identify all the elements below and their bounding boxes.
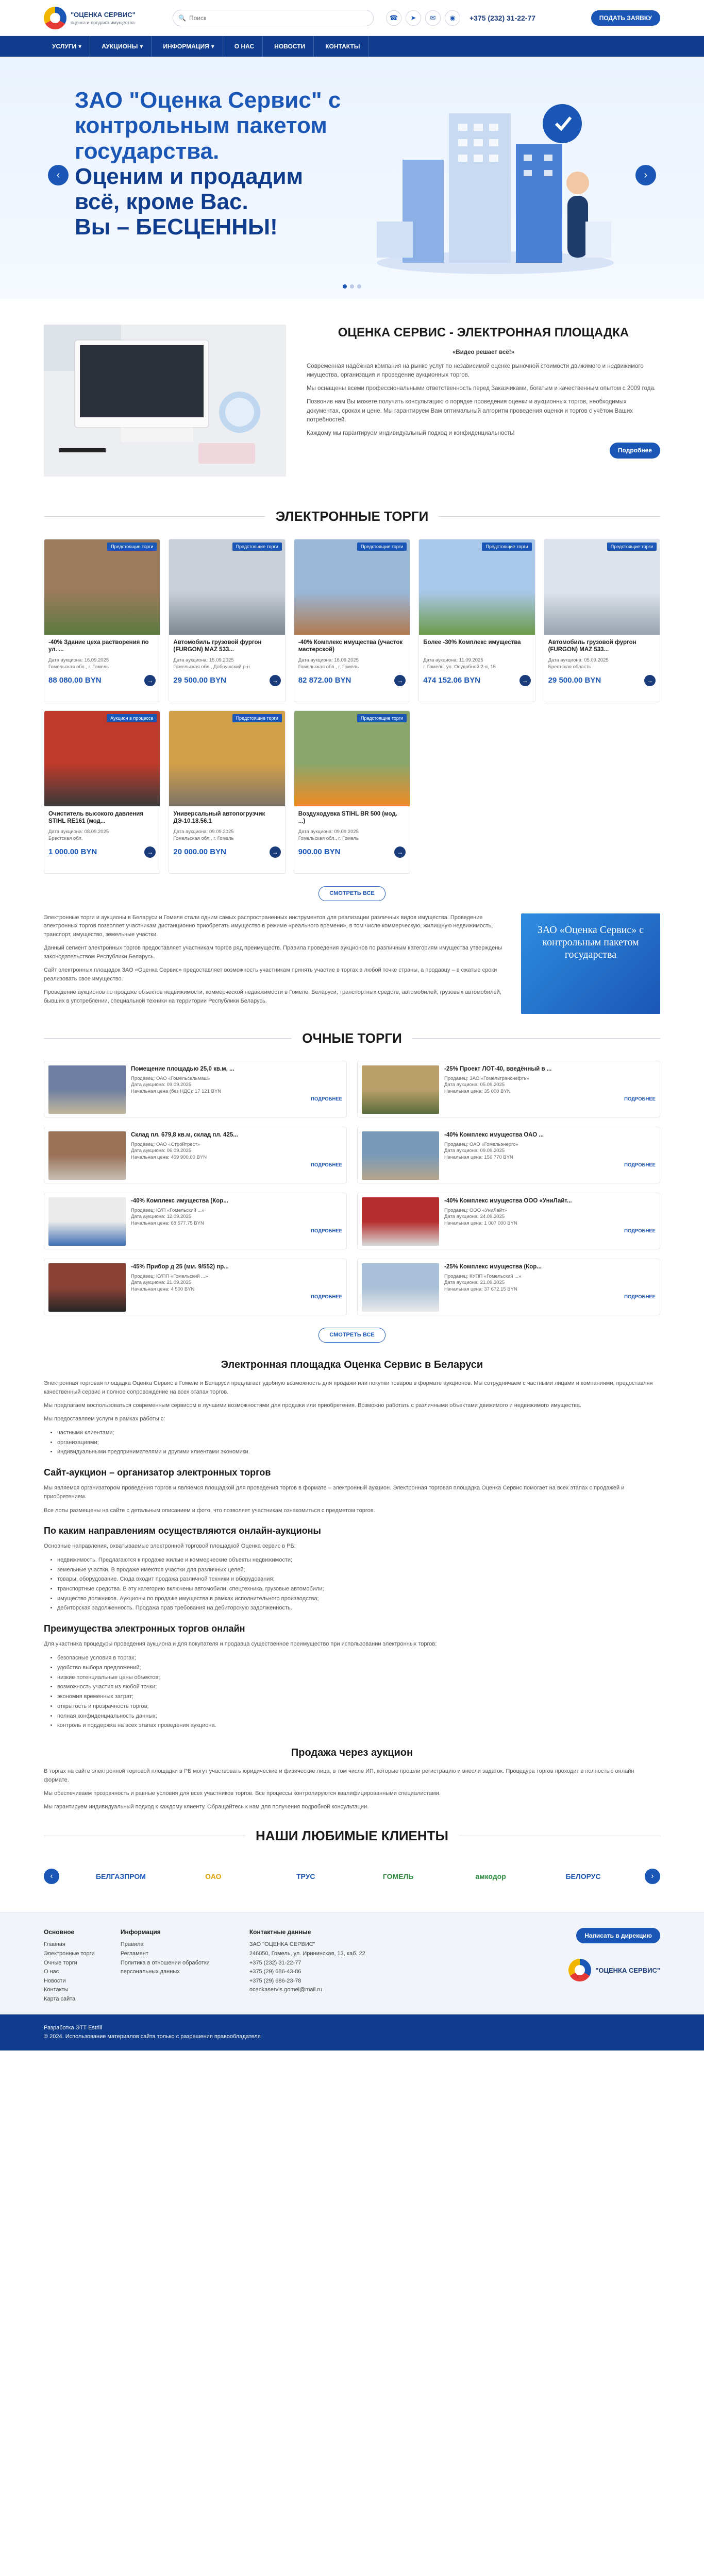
open-tenders-section [44, 1029, 660, 1343]
tender-image [169, 539, 284, 635]
open-tender-image [48, 1197, 126, 1246]
tender-title[interactable]: Очиститель высокого давления STIHL RE161 (мод... [48, 811, 144, 825]
article-list [57, 1428, 660, 1457]
open-tender-card[interactable] [44, 1127, 347, 1183]
arrow-right-icon[interactable]: → [270, 675, 281, 686]
open-tender-title[interactable]: Помещение площадью 25,0 кв.м, ... [131, 1066, 234, 1073]
tender-date: Дата аукциона: 16.09.2025 [298, 657, 359, 664]
article-subheading: Преимущества электронных торгов онлайн [44, 1623, 245, 1634]
footer-link[interactable]: Политика в отношении обработки персональных данных [120, 1959, 210, 1975]
footer-col-title: Контактные данные [249, 1928, 311, 1936]
tender-title[interactable]: Автомобиль грузовой фургон (FURGON) MAZ 533... [548, 639, 636, 653]
footer-col-cta [568, 1928, 660, 2004]
tender-image [294, 539, 410, 635]
tender-price: 474 152.06 BYN [423, 675, 481, 685]
about-more-button[interactable]: Подробнее [610, 443, 660, 458]
site-logo[interactable] [44, 7, 173, 29]
tender-date: Дата аукциона: 05.09.2025 [548, 657, 609, 664]
tender-card[interactable] [418, 539, 535, 702]
nav-item-label: ИНФОРМАЦИЯ [163, 42, 209, 50]
open-tender-image [362, 1131, 439, 1180]
article-paragraph: В торгах на сайте электронной торговой площадки в РБ могут участвовать юридические и физические лица, в том числе ИП, которые прошли регистрацию и внесли задаток. Процедура торгов проходит в полностью онлайн формате. [44, 1768, 634, 1783]
hero-line-3: Вы – БЕСЦЕННЫ! [75, 214, 278, 240]
seo-paragraph: Сайт электронных площадок ЗАО «Оценка Сервис» предоставляет возможность участникам принять участие в торгах в любой точке страны, а продавцу – в сжатые сроки реализовать свое имущество. [44, 967, 497, 982]
search-input[interactable] [189, 14, 368, 22]
about-image [44, 325, 286, 477]
footer-contact-line: +375 (232) 31-22-77 [249, 1959, 301, 1966]
tender-card[interactable] [169, 539, 285, 702]
nav-item[interactable] [93, 36, 152, 57]
article-heading: Продажа через аукцион [291, 1747, 413, 1758]
seo-text-block [44, 913, 660, 1014]
open-tender-title[interactable]: -40% Комплекс имущества ООО «УниЛайт... [444, 1198, 572, 1205]
hero-dots [343, 284, 361, 289]
open-tender-image [362, 1197, 439, 1246]
open-tender-price: Начальная цена: 469 900.00 BYN [131, 1155, 207, 1161]
tender-price: 29 500.00 BYN [173, 675, 226, 685]
open-tender-more-link[interactable]: ПОДРОБНЕЕ [624, 1096, 656, 1102]
hero-slider [0, 57, 704, 299]
about-title: ОЦЕНКА СЕРВИС - ЭЛЕКТРОННАЯ ПЛОЩАДКА [338, 326, 629, 340]
footer-brand: "ОЦЕНКА СЕРВИС" [595, 1966, 660, 1974]
footer-link[interactable]: Контакты [44, 1987, 69, 1993]
tender-status-badge: Аукцион в процессе [107, 714, 157, 722]
open-tender-title[interactable]: -40% Комплекс имущества (Кор... [131, 1198, 228, 1205]
open-tender-date: Дата аукциона: 06.09.2025 [131, 1148, 192, 1154]
header [0, 0, 704, 36]
tender-title[interactable]: Автомобиль грузовой фургон (FURGON) MAZ 533... [173, 639, 262, 653]
tender-image [44, 711, 160, 806]
open-tender-more-link[interactable]: ПОДРОБНЕЕ [311, 1228, 342, 1234]
client-logo: ТРУС [296, 1872, 315, 1880]
seo-paragraph: Данный сегмент электронных торгов предоставляет участникам торгов ряд преимуществ. Правила проведения аукционов по различным категориям имущества утверждены законодательством Республики Беларусь. [44, 945, 502, 960]
footer-link[interactable]: Регламент [120, 1950, 148, 1957]
footer-col-title: Информация [120, 1928, 161, 1936]
tender-address: г. Гомель, ул. Осудобной 2-я, 15 [423, 664, 496, 670]
article-paragraph: Мы предоставляем услуги в рамках работы с: [44, 1416, 165, 1422]
footer-col-main [44, 1928, 95, 2004]
arrow-right-icon[interactable]: → [644, 675, 656, 686]
open-tender-more-link[interactable]: ПОДРОБНЕЕ [624, 1228, 656, 1234]
client-logo: БЕЛГАЗПРОМ [95, 1872, 146, 1880]
open-tenders-title: ОЧНЫЕ ТОРГИ [302, 1030, 402, 1046]
open-tender-price: Начальная цена (без НДС): 17 121 BYN [131, 1089, 222, 1095]
article-paragraph: Электронная торговая площадка Оценка Сервис в Гомеле и Беларуси предлагает удобную возможность для продажи или покупки товаров в формате аукционов. Мы сотрудничаем с частными лицами и компаниями, предоставляя качественный сервис и полное сопровождение на всех этапах торгов. [44, 1380, 653, 1395]
about-motto: «Видео решает всё!» [452, 349, 514, 356]
nav-item[interactable] [44, 36, 90, 57]
article-list-item: • дебиторская задолженность. Продажа прав требования на дебиторскую задолженность. [57, 1603, 660, 1613]
footer-bottom [0, 2014, 704, 2050]
tender-image [544, 539, 660, 635]
hero-line-1: ЗАО "Оценка Сервис" с контрольным пакетом государства. [75, 88, 341, 164]
open-tender-title[interactable]: -25% Проект ЛОТ-40, введённый в ... [444, 1066, 552, 1073]
article-paragraph: Мы являемся организатором проведения торгов и являемся площадкой для проведения торгов в формате – электронный аукцион. Электронная торговая площадка Оценка Сервис помогает на всех этапах с продажей и приобретением. [44, 1485, 625, 1500]
article-list-item: • безопасные условия в торгах; [57, 1653, 660, 1663]
footer-logo-icon [568, 1959, 591, 1981]
tender-image [169, 711, 284, 806]
open-tender-more-link[interactable]: ПОДРОБНЕЕ [624, 1294, 656, 1300]
logo-icon [44, 7, 66, 29]
tender-status-badge: Предстоящие торги [482, 543, 531, 551]
tender-card[interactable] [44, 539, 160, 702]
tender-image [419, 539, 534, 635]
footer-link[interactable]: Электронные торги [44, 1950, 95, 1957]
open-tender-seller: Продавец: КУПП «Гомельский ...» [131, 1273, 208, 1279]
viber-icon[interactable]: ☎ [386, 10, 401, 26]
open-tender-card[interactable] [44, 1061, 347, 1117]
tender-title[interactable]: Более -30% Комплекс имущества [423, 639, 521, 646]
open-tender-seller: Продавец: ОАО «Гомельсельмаш» [131, 1075, 211, 1081]
footer-col-contacts [249, 1928, 394, 2004]
footer-contact-line: ЗАО "ОЦЕНКА СЕРВИС" [249, 1941, 315, 1948]
article-paragraph: Для участника процедуры проведения аукциона и для покупателя и продавца существенное преимущество при использовании электронных торгов: [44, 1641, 437, 1648]
open-tender-price: Начальная цена: 37 672.15 BYN [444, 1286, 517, 1293]
footer-col-title: Основное [44, 1928, 75, 1936]
article-section [44, 1358, 660, 1811]
tender-card[interactable] [294, 539, 410, 702]
open-tender-price: Начальная цена: 35 000 BYN [444, 1089, 511, 1095]
telegram-icon[interactable]: ➤ [406, 10, 421, 26]
about-paragraph: Каждому мы гарантируем индивидуальный подход и конфиденциальность! [307, 430, 515, 437]
tender-status-badge: Предстоящие торги [357, 543, 407, 551]
article-list-item: • контроль и поддержка на всех этапах проведения аукциона. [57, 1721, 660, 1731]
tender-price: 88 080.00 BYN [48, 675, 102, 685]
hero-dot[interactable] [343, 284, 347, 289]
article-paragraph: Все лоты размещены на сайте с детальным описанием и фото, что позволяет участникам ознакомиться с предметом торгов. [44, 1507, 375, 1514]
tender-status-badge: Предстоящие торги [232, 714, 282, 722]
about-paragraph: Позвонив нам Вы можете получить консультацию о порядке проведения оценки и аукционных торгов, необходимых документах, сроках и цене. Мы гарантируем Вам оптимальный алгоритм проведения оценки и торгов с учётом Ваших потребностей. [307, 399, 633, 423]
footer-contact-line: 246050, Гомель, ул. Ирининская, 13, каб. 22 [249, 1950, 365, 1957]
article-paragraph: Мы гарантируем индивидуальный подход к каждому клиенту. Обращайтесь к нам для получения подробной консультации. [44, 1804, 369, 1810]
open-tender-more-link[interactable]: ПОДРОБНЕЕ [311, 1294, 342, 1300]
eye-icon[interactable]: ◉ [445, 10, 460, 26]
open-tender-image [362, 1065, 439, 1114]
open-tender-image [362, 1263, 439, 1312]
open-tender-date: Дата аукциона: 09.09.2025 [444, 1148, 505, 1154]
electronic-tenders-grid [44, 539, 660, 874]
open-tender-more-link[interactable]: ПОДРОБНЕЕ [311, 1162, 342, 1168]
tender-title[interactable]: -40% Комплекс имущества (участок мастерской) [298, 639, 403, 653]
hero-dot[interactable] [350, 284, 354, 289]
open-tender-title[interactable]: -40% Комплекс имущества ОАО ... [444, 1132, 544, 1139]
tender-status-badge: Предстоящие торги [357, 714, 407, 722]
article-paragraph: Основные направления, охватываемые электронной торговой площадкой Оценка сервис в РБ: [44, 1543, 296, 1549]
nav-item[interactable] [155, 36, 223, 57]
seo-paragraph: Проведение аукционов по продаже объектов недвижимости, коммерческой недвижимости в Гомеле, Беларуси, транспортных средств, автомобилей, грузовых автомобилей, бывших в употреблении, специальной техники на территории Республики Беларусь. [44, 989, 501, 1004]
client-logo: ОАО [205, 1872, 222, 1880]
open-tender-card[interactable] [357, 1127, 660, 1183]
tender-status-badge: Предстоящие торги [107, 543, 157, 551]
tender-price: 20 000.00 BYN [173, 847, 226, 856]
article-list-item: • полная конфиденциальность данных; [57, 1711, 660, 1721]
footer-contact-line: +375 (29) 686-23-78 [249, 1977, 301, 1984]
main-nav [0, 36, 704, 57]
tender-address: Брестская область [548, 664, 591, 670]
article-paragraph: Мы предлагаем воспользоваться современным сервисом в лучшими возможностями для продажи или приобретения. Возможно работать с различными объектами движимого и недвижимого имущества. [44, 1402, 582, 1409]
article-subheading: Сайт-аукцион – организатор электронных торгов [44, 1467, 271, 1478]
article-list-item: • земельные участки. В продаже имеются участки для различных целей; [57, 1565, 660, 1575]
open-tender-image [48, 1263, 126, 1312]
open-tender-seller: Продавец: ЗАО «Гомельтранснефть» [444, 1075, 529, 1081]
open-tender-card[interactable] [44, 1193, 347, 1249]
logo-subtitle: оценка и продажа имущества [71, 20, 135, 25]
article-list-item: • индивидуальными предпринимателями и другими клиентами экономики. [57, 1447, 660, 1457]
nav-item-label: АУКЦИОНЫ [102, 42, 138, 50]
tender-address: Гомельская обл., г. Гомель [173, 835, 234, 841]
tender-status-badge: Предстоящие торги [232, 543, 282, 551]
article-heading: Электронная площадка Оценка Сервис в Беларуси [221, 1359, 483, 1370]
open-tender-card[interactable] [357, 1259, 660, 1315]
tender-address: Гомельская обл., г. Гомель [298, 835, 359, 841]
tender-title[interactable]: Универсальный автопогрузчик ДЭ-10.18.56.1 [173, 811, 265, 825]
electronic-tenders-section [44, 507, 660, 1014]
open-tender-image [48, 1065, 126, 1114]
tender-address: Брестская обл. [48, 835, 83, 841]
tender-address: Гомельская обл., г. Гомель [298, 664, 359, 670]
chevron-down-icon: ▾ [140, 42, 143, 50]
open-tender-card[interactable] [357, 1061, 660, 1117]
open-tender-more-link[interactable]: ПОДРОБНЕЕ [311, 1096, 342, 1102]
header-icons [386, 10, 460, 26]
promo-banner: ЗАО «Оценка Сервис» с контрольным пакетом государства [521, 913, 660, 1014]
article-list-item: • низкие потенциальные цены объектов; [57, 1673, 660, 1683]
nav-item[interactable] [317, 36, 368, 57]
article-list-item: • товары, оборудование. Сюда входит продажа различной техники и оборудования; [57, 1574, 660, 1584]
open-tender-price: Начальная цена: 1 007 000 BYN [444, 1221, 517, 1227]
client-logo: БЕЛОРУС [565, 1872, 601, 1880]
footer-dev-credit[interactable]: Разработка ЭТТ Estrill [44, 2024, 102, 2031]
tender-card[interactable] [169, 710, 285, 874]
open-tender-card[interactable] [44, 1259, 347, 1315]
open-tender-price: Начальная цена: 156 770 BYN [444, 1155, 513, 1161]
hero-illustration [341, 67, 629, 283]
search-icon[interactable]: 🔍 [178, 14, 186, 22]
article-list-item: • экономия временных затрат; [57, 1692, 660, 1702]
open-tender-date: Дата аукциона: 05.09.2025 [444, 1082, 505, 1088]
tender-address: Гомельская обл., Добрушский р-н [173, 664, 250, 670]
clients-carousel [44, 1858, 660, 1894]
open-tender-price: Начальная цена: 4 500 BYN [131, 1286, 195, 1293]
open-tender-title[interactable]: Склад пл. 679,8 кв.м, склад пл. 425... [131, 1132, 238, 1139]
footer-link[interactable]: Очные торги [44, 1959, 77, 1966]
open-tender-seller: Продавец: ООО «УниЛайт» [444, 1207, 507, 1213]
arrow-right-icon[interactable]: → [519, 675, 531, 686]
logo-title: "ОЦЕНКА СЕРВИС" [71, 11, 136, 19]
search-box [173, 10, 374, 26]
footer-contact-line: ocenkaservis.gomel@mail.ru [249, 1987, 323, 1993]
arrow-right-icon[interactable]: → [144, 846, 156, 858]
footer-cta-button[interactable]: Написать в дирекцию [576, 1928, 660, 1943]
article-subheading: По каким направлениям осуществляются онлайн-аукционы [44, 1525, 321, 1536]
footer-copyright: © 2024. Использование материалов сайта только с разрешения правообладателя [44, 2033, 261, 2040]
nav-item-label: О НАС [234, 42, 255, 50]
open-tender-image [48, 1131, 126, 1180]
nav-item[interactable] [226, 36, 263, 57]
open-tender-date: Дата аукциона: 21.09.2025 [131, 1280, 192, 1286]
tender-date: Дата аукциона: 11.09.2025 [423, 657, 483, 664]
open-tender-date: Дата аукциона: 09.09.2025 [131, 1082, 192, 1088]
article-list-item: • удобство выбора предложений; [57, 1663, 660, 1673]
hero-dot[interactable] [357, 284, 361, 289]
nav-item-label: НОВОСТИ [274, 42, 306, 50]
article-list-item: • частными клиентами; [57, 1428, 660, 1438]
tender-price: 29 500.00 BYN [548, 675, 601, 685]
footer-link[interactable]: О нас [44, 1969, 59, 1975]
open-tender-date: Дата аукциона: 24.09.2025 [444, 1214, 505, 1220]
open-tender-more-link[interactable]: ПОДРОБНЕЕ [624, 1162, 656, 1168]
seo-paragraph: Электронные торги и аукционы в Беларуси и Гомеле стали одним самых распространенных инструментов для реализации различных видов имущества. Проведение электронных торгов позволяет участникам дистанционно приобретать имущество в режиме «реального времени», в том числе коммерческую, жилищную недвижимость, транспорт, имущество, земельные участки. [44, 914, 493, 938]
header-cta-button[interactable]: ПОДАТЬ ЗАЯВКУ [591, 10, 660, 26]
nav-item-label: УСЛУГИ [52, 42, 77, 50]
tender-card[interactable] [44, 710, 160, 874]
open-tender-date: Дата аукциона: 12.09.2025 [131, 1214, 192, 1220]
footer-col-info [121, 1928, 224, 2004]
tender-date: Дата аукциона: 08.09.2025 [48, 829, 109, 835]
open-tender-seller: Продавец: КУПП «Гомельский ...» [444, 1273, 522, 1279]
article-list-item: • недвижимость. Предлагаются к продаже жилые и коммерческие объекты недвижимости; [57, 1555, 660, 1565]
article-list-item: • организациями; [57, 1438, 660, 1448]
open-tender-seller: Продавец: ОАО «Стройтрест» [131, 1141, 200, 1147]
article-list-item: • открытость и прозрачность торгов; [57, 1702, 660, 1711]
about-section [0, 299, 704, 492]
about-paragraph: Мы оснащены всеми профессиональными ответственность перед Заказчиками, богатым и качественным опытом с 2009 года. [307, 385, 656, 392]
tender-date: Дата аукциона: 09.09.2025 [298, 829, 359, 835]
tender-title[interactable]: Воздуходувка STIHL BR 500 (мод. ...) [298, 811, 397, 825]
article-list-item: • транспортные средства. В эту категорию включены автомобили, спецтехника, грузовые автомобили; [57, 1584, 660, 1594]
open-tenders-grid [44, 1061, 660, 1315]
chevron-down-icon: ▾ [211, 42, 214, 50]
footer [0, 1912, 704, 2014]
tender-address: Гомельская обл., г. Гомель [48, 664, 109, 670]
show-all-open-button[interactable]: СМОТРЕТЬ ВСЕ [319, 1328, 385, 1343]
clients-prev-arrow[interactable]: ‹ [44, 1869, 59, 1884]
tender-price: 900.00 BYN [298, 847, 341, 856]
header-phone[interactable]: +375 (232) 31-22-77 [470, 13, 536, 22]
arrow-right-icon[interactable]: → [270, 846, 281, 858]
open-tender-date: Дата аукциона: 21.09.2025 [444, 1280, 505, 1286]
article-paragraph: Мы обеспечиваем прозрачность и равные условия для всех участников торгов. Все процессы контролируются квалифицированными специалистами. [44, 1790, 441, 1797]
nav-item[interactable] [266, 36, 314, 57]
hero-heading [75, 88, 343, 240]
tender-date: Дата аукциона: 16.09.2025 [48, 657, 109, 664]
article-list [57, 1555, 660, 1613]
article-list-item: • возможность участия из любой точки; [57, 1682, 660, 1692]
tender-image [294, 711, 410, 806]
chevron-down-icon: ▾ [78, 42, 82, 50]
client-logo: ГОМЕЛЬ [382, 1872, 414, 1880]
open-tender-card[interactable] [357, 1193, 660, 1249]
tender-card[interactable] [294, 710, 410, 874]
tender-price: 82 872.00 BYN [298, 675, 351, 685]
arrow-right-icon[interactable]: → [394, 675, 406, 686]
hero-prev-arrow[interactable]: ‹ [48, 165, 69, 185]
tender-card[interactable] [544, 539, 660, 702]
open-tender-title[interactable]: -45% Прибор д 25 (мм. 9/552) пр... [131, 1264, 229, 1270]
mail-icon[interactable]: ✉ [425, 10, 441, 26]
footer-link[interactable]: Правила [120, 1941, 144, 1948]
clients-section [44, 1827, 660, 1894]
arrow-right-icon[interactable]: → [394, 846, 406, 858]
tender-date: Дата аукциона: 09.09.2025 [173, 829, 234, 835]
tender-date: Дата аукциона: 15.09.2025 [173, 657, 234, 664]
open-tender-seller: Продавец: ОАО «Гомельэнерго» [444, 1141, 518, 1147]
electronic-tenders-title: ЭЛЕКТРОННЫЕ ТОРГИ [275, 509, 429, 524]
footer-link[interactable]: Новости [44, 1977, 66, 1984]
arrow-right-icon[interactable]: → [144, 675, 156, 686]
open-tender-seller: Продавец: КУП «Гомельский ...» [131, 1207, 205, 1213]
tender-image [44, 539, 160, 635]
tender-title[interactable]: -40% Здание цеха растворения по ул. ... [48, 639, 149, 653]
footer-link[interactable]: Карта сайта [44, 1995, 76, 2002]
client-logo: амкодор [475, 1872, 506, 1880]
hero-next-arrow[interactable]: › [635, 165, 656, 185]
open-tender-price: Начальная цена: 68 577.75 BYN [131, 1221, 204, 1227]
tender-status-badge: Предстоящие торги [607, 543, 657, 551]
about-paragraph: Современная надёжная компания на рынке услуг по независимой оценке рыночной стоимости движимого и недвижимого имущества, организация и проведение аукционных торгов. [307, 363, 644, 378]
hero-line-2: Оценим и продадим всё, кроме Вас. [75, 163, 304, 215]
article-list-item: • имущество должников. Аукционы по продаже имущества в рамках исполнительного производства; [57, 1594, 660, 1604]
tender-price: 1 000.00 BYN [48, 847, 97, 856]
footer-contact-line: +375 (29) 686-43-86 [249, 1969, 301, 1975]
nav-item-label: КОНТАКТЫ [325, 42, 360, 50]
footer-link[interactable]: Главная [44, 1941, 65, 1948]
open-tender-title[interactable]: -25% Комплекс имущества (Кор... [444, 1264, 542, 1270]
show-all-button[interactable]: СМОТРЕТЬ ВСЕ [319, 886, 385, 901]
article-list [57, 1653, 660, 1731]
clients-title: НАШИ ЛЮБИМЫЕ КЛИЕНТЫ [256, 1828, 448, 1844]
clients-next-arrow[interactable]: › [645, 1869, 660, 1884]
